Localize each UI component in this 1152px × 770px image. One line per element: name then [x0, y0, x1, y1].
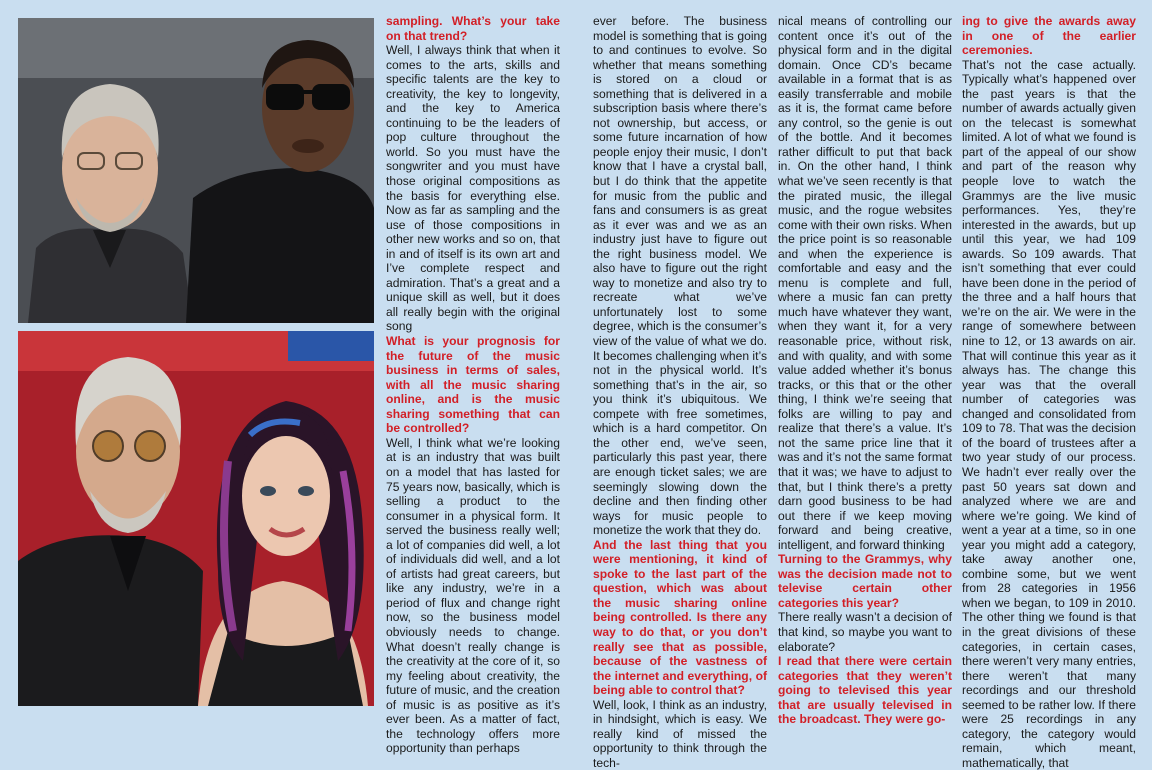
interview-question: sampling. What’s your take on that trend?: [386, 14, 560, 43]
photo-bottom: [18, 331, 374, 706]
interview-question: Turning to the Grammys, why was the decision made not to televise certain other categories this year?: [778, 552, 952, 610]
interview-question: ing to give the awards away in one of the earlier ceremonies.: [962, 14, 1136, 58]
interview-question: What is your prognosis for the future of the music business in terms of sales, with all the music sharing online, and is the music sharing something that can be controlled?: [386, 334, 560, 436]
photo-top-illustration: [18, 18, 374, 323]
interview-answer: Well, I think what we’re looking at is an industry that was built on a model that has lasted for 75 years now, basically, which is selling a product to the consumer in a physical form. It served the business really well; a lot of companies did well, a lot of individuals did well, and a lot of artists had great careers, but like any industry, we’re in a period of flux and change right now, so the business model obviously needs to change. What doesn’t really change is the creativity at the core of it, so my feeling about creativity, the future of music, and the creation of music is as positive as it’s ever been. As a matter of fact, the technology offers more opportunity than perhaps: [386, 435, 560, 756]
interview-answer: That’s not the case actually. Typically what’s happened over the past years is that the number of awards actually given on the telecast is somewhat limited. A lot of what we found is part of the appeal of our show and part of the reason why people love to watch the Grammys are the live music performances. Yes, they’re interested in the awards, but up until this year, we had 109 awards. So 109 awards. That isn’t something that ever could have been done in the period of the three and a half hours that we’re on the air. We were in the range of somewhere between nine to 12, or 13 awards on air. That will continue this year as it always has. The change this year was that the overall number of categories was changed and consolidated from 109 to 78. That was the decision of the board of trustees after a two year study of our process. We hadn’t ever really over the past 50 years sat down and analyzed where we are and where we’re going. We kind of went a year at a time, so in one year you might add a category, take away another one, combine some, but we went from 28 categories in 1956 when we began, to 109 in 2010. The other thing we found is that in the great divisions of these categories, in certain cases, there weren’t very many entries, there weren’t that many recordings and our threshold seemed to be rather low. If there were 25 recordings in any category, the category would remain, which meant, mathematically, that: [962, 57, 1136, 770]
text-column-1: [386, 14, 560, 756]
interview-answer: Well, I always think that when it comes to the arts, skills and specific talents are the key to creativity, the key to longevity, and the key to America continuing to be the leaders of pop culture throughout the world. So you must have the songwriter and you must have those original compositions as the basis for everything else. Now as far as sampling and the use of those compositions in other new works and so on, that in and of itself is its own art and I’ve complete respect and admiration. That’s a great and a unique skill as well, but it does all really begin with the original song: [386, 43, 560, 334]
interview-answer: There really wasn’t a decision of that kind, so maybe you want to elaborate?: [778, 610, 952, 654]
photo-top: [18, 18, 374, 323]
text-column-3: [778, 14, 952, 727]
text-column-4: [962, 14, 1136, 770]
interview-answer: Well, look, I think as an industry, in hindsight, which is easy. We really kind of missed the opportunity to think through the tech-: [593, 697, 767, 770]
interview-question: I read that there were certain categories that they weren’t going to televised this year that are usually televised in the broadcast. They were go-: [778, 654, 952, 727]
text-column-2: [593, 14, 767, 770]
interview-answer: nical means of controlling our content once it’s out of the physical form and in the digital domain. Once CD’s became available in a format that is as easily transferrable and mobile as it is, the format came before any control, so the genie is out of the bottle. And it becomes rather difficult to put that back in. On the other hand, I think what we’ve seen recently is that the pirated music, the illegal music, and the rogue websites come with their own risks. When the price point is so reasonable and when the experience is comfortable and easy and the menu is complete and full, where a music fan can pretty much have whatever they want, when they want it, for a very reasonable price, without risk, and with quality, and with some value added whether it’s bonus tracks, or this that or the other thing, I think we’re seeing that folks are willing to pay and realize that there’s a value. It’s not the same price line that it was and it’s not the same format that it was; we have to adjust to that, but I think there’s a pretty darn good business to be had out there if we keep moving forward and being creative, intelligent, and forward thinking: [778, 14, 952, 552]
interview-question: And the last thing that you were mentioning, it kind of spoke to the last part of the question, which was about the music sharing online being controlled. Is there any way to do that, or you don’t really see that as possible, because of the vastness of the internet and everything, of being able to control that?: [593, 537, 767, 698]
photo-bottom-illustration: [18, 331, 374, 706]
interview-answer: ever before. The business model is something that is going to and continues to evolve. So whether that means something is stored on a cloud or something that is delivered in a subscription basis where there’s not ownership, but access, or some future incarnation of how people enjoy their music, I don’t know that I have a crystal ball, but I do think that the appetite for music from the public and fans and consumers is as great as it ever was and we as an industry just have to figure out the right business model. We also have to figure out the right way to monetize and also try to recreate what we’ve unfortunately lost to some degree, which is the consumer’s view of the value of what we do. It becomes challenging when it’s not in the physical world. It’s something that’s in the air, so you think it’s ubiquitous. We compete with free sometimes, which is a hard competitor. On the other end, we’ve seen, particularly this past year, there are enough ticket sales; we are seemingly slowing down the decline and then finding other ways for music people to monetize the work that they do.: [593, 14, 767, 538]
